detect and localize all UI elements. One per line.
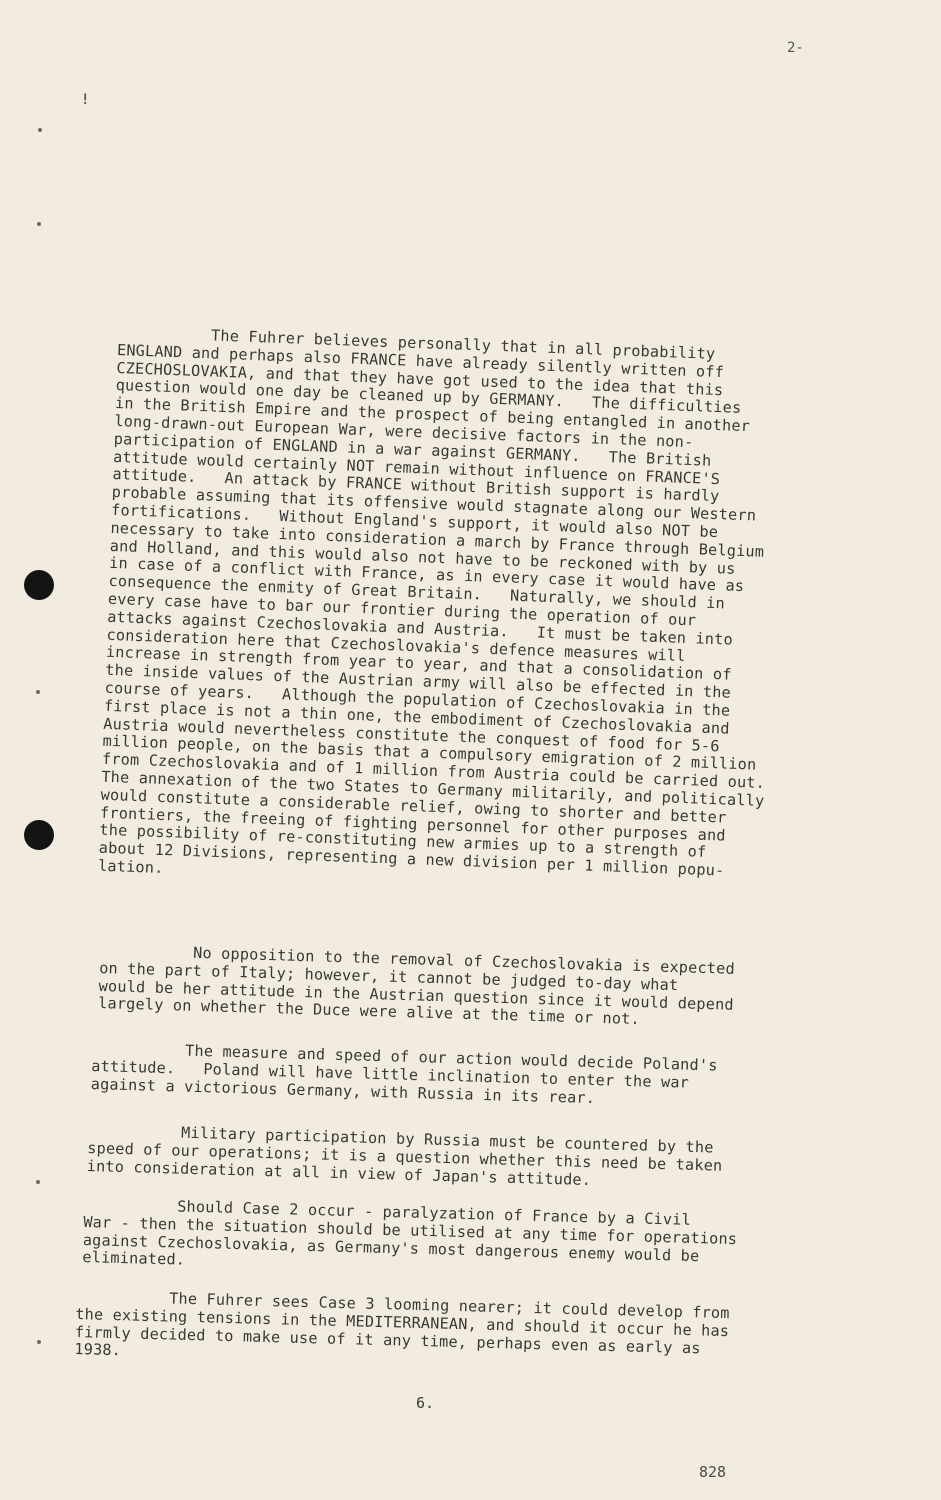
paper-speck bbox=[36, 1180, 40, 1184]
punch-hole bbox=[24, 820, 54, 850]
paragraph-fuhrer-beliefs: The Fuhrer believes personally that in all probability ENGLAND and perhaps also FRANCE have already silently written off CZECHOSLOVAKIA, and that they have got used to the idea that this question would one day be cleaned up by GERMANY. The difficulties in the British Empire and the prospect of being entangled in another long-drawn-out European War, were decisive factors in the non- participation of ENGLAND in a war against GERMANY. The British attitude would certainly NOT remain without influence on FRANCE'S attitude. An attack by FRANCE without British support is hardly probable assuming that its offensive would stagnate along our Western fortifications. Without England's support, it would also NOT be necessary to take into consideration a march by France through Belgium and Holland, and this would also not have to be reckoned with by us in case of a conflict with France, as in every case it would have as consequence the enmity of Great Britain. Naturally, we should in every case have to bar our frontier during the operation of our attacks against Czechoslovakia and Austria. It must be taken into consideration here that Czechoslovakia's defence measures will increase in strength from year to year, and that a consolidation of the inside values of the Austrian army will also be effected in the course of years. Although the population of Czechoslovakia in the first place is not a thin one, the embodiment of Czechoslovakia and Austria would nevertheless constitute the conquest of food for 5-6 million people, on the basis that a compulsory emigration of 2 million from Czechoslovakia and of 1 million from Austria could be carried out. The annexation of the two States to Germany militarily, and politically would constitute a considerable relief, owing to shorter and better frontiers, the freeing of fighting personnel for other purposes and the possibility of re-constituting new armies up to a strength of about 12 Divisions, representing a new division per 1 million popu- lation. bbox=[97, 323, 766, 880]
paragraph-russia: Military participation by Russia must be countered by the speed of our operations; it is a question whether this need be taken into consideration at all in view of Japan's attitude. bbox=[86, 1121, 723, 1189]
paper-speck bbox=[38, 128, 42, 132]
paragraph-italy: No opposition to the removal of Czechoslovakia is expected on the part of Italy; however, it cannot be judged to-day what would be her attitude in the Austrian question since it would depend largely on whether the Duce were alive at the time or not. bbox=[97, 941, 736, 1029]
punch-hole bbox=[24, 570, 54, 600]
page-number: 6. bbox=[416, 1394, 435, 1412]
paper-speck bbox=[37, 1340, 41, 1344]
paragraph-case-2: Should Case 2 occur - paralyzation of France by a Civil War - then the situation should be utilised at any time for operations against Czechoslovakia, as Germany's most dangerous enemy would be eliminated. bbox=[82, 1195, 738, 1270]
paper-speck bbox=[37, 222, 41, 226]
paragraph-case-3: The Fuhrer sees Case 3 looming nearer; it could develop from the existing tensions in the MEDITERRANEAN, and should it occur he has firmly decided to make use of it any time, perhaps even as early as 1938. bbox=[74, 1287, 730, 1360]
document-number: 828 bbox=[699, 1463, 727, 1481]
margin-mark: ! bbox=[81, 92, 90, 108]
paper-speck bbox=[36, 690, 40, 694]
corner-mark: 2- bbox=[787, 40, 804, 56]
paragraph-poland: The measure and speed of our action would decide Poland's attitude. Poland will have little inclination to enter the war against a victorious Germany, with Russia in its rear. bbox=[90, 1039, 718, 1107]
